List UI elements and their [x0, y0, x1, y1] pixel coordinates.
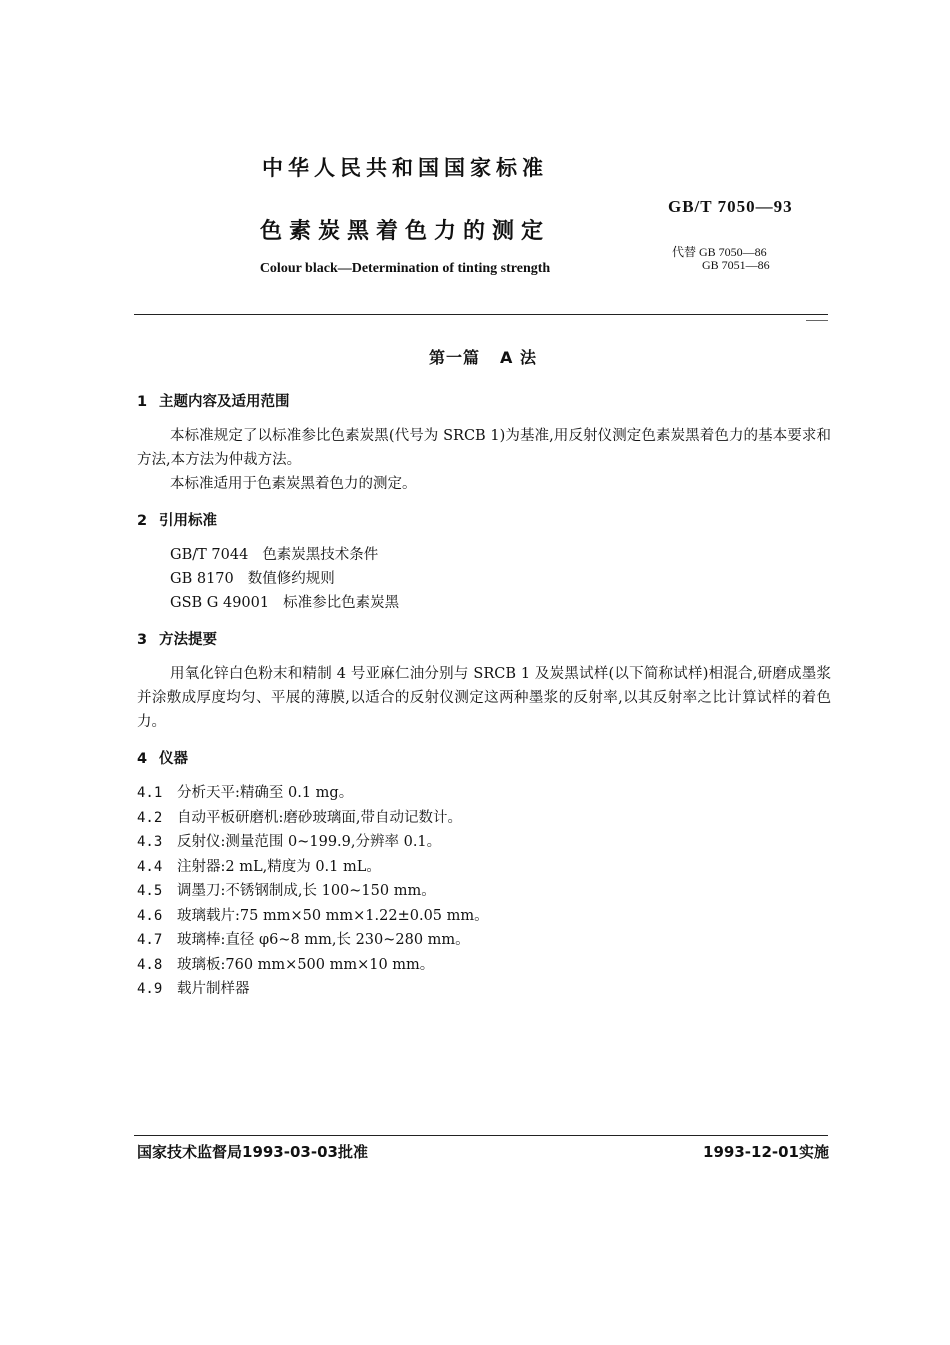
- reference-name: 数值修约规则: [247, 571, 335, 587]
- item-number: 4.3: [137, 834, 163, 850]
- item-text: 反射仪:测量范围 0~199.9,分辨率 0.1。: [177, 834, 442, 850]
- item-number: 4.6: [137, 907, 163, 924]
- section-number: 2: [137, 513, 148, 529]
- footer-divider: [134, 1135, 828, 1136]
- part-heading: [0, 345, 950, 368]
- section-number: 3: [137, 632, 148, 648]
- reference-name: 色素炭黑技术条件: [262, 547, 379, 563]
- instrument-list: [137, 781, 831, 1002]
- reference-item: [137, 591, 831, 615]
- instrument-item: [137, 928, 831, 953]
- item-text: 玻璃载片:75 mm×50 mm×1.22±0.05 mm。: [177, 907, 489, 924]
- instrument-item: [137, 830, 831, 855]
- section-1-paragraph-2: 本标准适用于色素炭黑着色力的测定。: [170, 476, 417, 492]
- section-2-heading: [137, 509, 831, 530]
- replaces-line-1: 代替 GB 7050—86: [672, 245, 767, 259]
- reference-code: GSB G 49001: [170, 595, 270, 611]
- instrument-item: [137, 904, 831, 929]
- section-4-heading: [137, 747, 831, 768]
- section-1-heading: [137, 390, 831, 411]
- item-text: 调墨刀:不锈钢制成,长 100~150 mm。: [177, 883, 436, 899]
- section-1-paragraph-1: 本标准规定了以标准参比色素炭黑(代号为 SRCB 1)为基准,用反射仪测定色素炭黑着色力的基本要求和方法,本方法为仲裁方法。: [137, 428, 831, 468]
- title-chinese: 色素炭黑着色力的测定: [259, 219, 550, 244]
- item-text: 载片制样器: [177, 981, 250, 997]
- document-body: [137, 390, 831, 1002]
- header-divider-mark: [806, 320, 828, 321]
- reference-item: [137, 567, 831, 591]
- item-number: 4.7: [137, 932, 163, 948]
- reference-code: GB 8170: [170, 571, 234, 587]
- reference-item: [137, 543, 831, 567]
- item-number: 4.4: [137, 858, 163, 875]
- reference-name: 标准参比色素炭黑: [283, 595, 400, 611]
- reference-code: GB/T 7044: [170, 547, 249, 563]
- part-label: 第一篇: [429, 348, 481, 367]
- section-number: 1: [137, 394, 148, 410]
- part-method: A 法: [500, 348, 537, 367]
- instrument-item: [137, 879, 831, 904]
- issuing-body: 中华人民共和国国家标准: [262, 156, 548, 180]
- instrument-item: [137, 855, 831, 880]
- instrument-item: [137, 806, 831, 831]
- item-number: 4.9: [137, 981, 163, 997]
- section-3-paragraph-1: 用氧化锌白色粉末和精制 4 号亚麻仁油分别与 SRCB 1 及炭黑试样(以下简称试样)相混合,研磨成墨浆并涂敷成厚度均匀、平展的薄膜,以适合的反射仪测定这两种墨浆的反射率,以其反射率之比计算试样的着色力。: [137, 666, 831, 730]
- item-text: 注射器:2 mL,精度为 0.1 mL。: [177, 858, 381, 875]
- item-number: 4.2: [137, 809, 163, 826]
- instrument-item: [137, 781, 831, 806]
- instrument-item: [137, 953, 831, 978]
- section-title: 方法提要: [159, 632, 217, 648]
- instrument-item: [137, 977, 831, 1002]
- section-title: 仪器: [159, 751, 188, 767]
- item-number: 4.1: [137, 785, 163, 801]
- reference-list: [137, 543, 831, 615]
- standard-code: GB/T 7050—93: [668, 197, 793, 216]
- approval-note: 国家技术监督局1993-03-03批准: [137, 1143, 368, 1161]
- replaces-line-2: GB 7051—86: [702, 258, 770, 272]
- item-text: 玻璃板:760 mm×500 mm×10 mm。: [177, 956, 435, 973]
- header-divider: [134, 314, 828, 315]
- section-title: 主题内容及适用范围: [159, 394, 290, 410]
- item-text: 分析天平:精确至 0.1 mg。: [177, 785, 354, 801]
- title-english: Colour black—Determination of tinting strength: [259, 261, 551, 276]
- item-text: 玻璃棒:直径 φ6~8 mm,长 230~280 mm。: [177, 932, 470, 948]
- section-number: 4: [137, 751, 148, 767]
- item-number: 4.5: [137, 883, 163, 899]
- item-text: 自动平板研磨机:磨砂玻璃面,带自动记数计。: [177, 809, 462, 826]
- section-title: 引用标准: [159, 513, 217, 529]
- implementation-note: 1993-12-01实施: [703, 1143, 829, 1161]
- section-3-heading: [137, 628, 831, 649]
- item-number: 4.8: [137, 956, 163, 973]
